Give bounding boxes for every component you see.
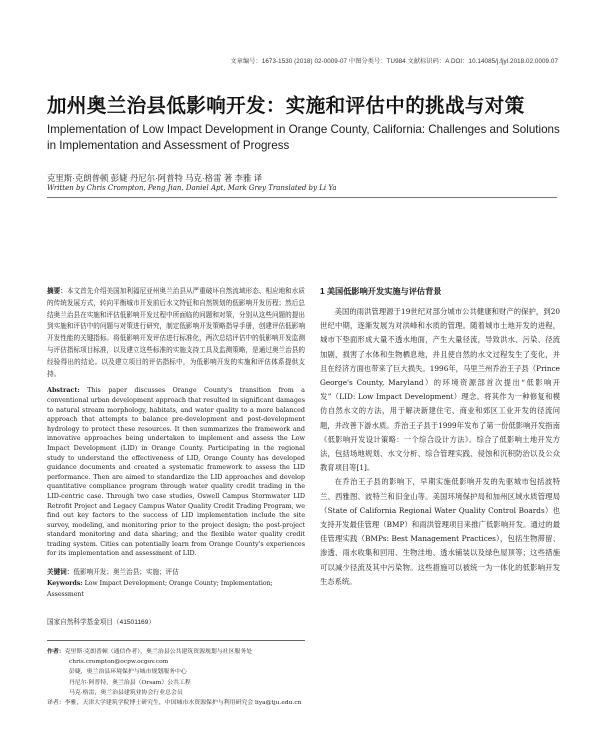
keywords-english: [47, 578, 305, 600]
section-heading: 1 美国低影响开发实施与评估背景: [320, 287, 442, 296]
footnote-line: 马克·格雷，奥兰治县建筑业协会行业总会员: [69, 689, 183, 696]
abstract-english-label: Abstract:: [47, 386, 80, 395]
abstract-chinese-text: 本文首先介绍美国加利福尼亚州奥兰治县从严重破坏自然流域形态、相应地和水质的传统发展方式，转向平衡城市开发前后水文特征和自然规划的低影响开发历程；然后总结奥兰治县在实施和评估低影响开发过程中所面临的问题和对策，分别从这些问题的提出到实施和评估中的问题与对策进行研究，制定低影响开发策略指导手册，创建评估低影响开发性能的关键指标。将低影响开发评估进行标准化，两次总结评估中的低影响开发监测与评估指标项目标准，以及建立这些标准的实施支持工具及监测策略，是通过奥兰治县的经验得出的结论。以及建立项目的评估指标中，为低影响开发的实施和评估体系提供支持。: [47, 287, 306, 378]
footnote-divider: [47, 640, 305, 641]
keywords-english-text: Low Impact Development; Orange County; Implementation; Assessment: [47, 580, 273, 599]
abstract-english-text: This paper discusses Orange County's transition from a conventional urban development approach that resulted in significant damages to natural stream morphology, habitats, and water quality to a more balanced approach that attempts to balance pre-development and post-development hydrology to protect these resources. It then summarizes the framework and innovative approaches being undertaken to implement and assess the Low Impact Development (LID) in Orange County. Participating in the regional study to understand the effectiveness of LID, Orange County has developed guidance documents and created a systematic framework to assess the LID performance. Then are aimed to standardize the LID approaches and develop quantitative compliance program through water quality credit trading in the LID-centric case. Through two case studies, Oswell Campus Stormwater LID Retrofit Project and Legacy Campus Water Quality Credit Trading Program, we find out key factors to the success of LID implementation include the site survey, modeling, and monitoring prior to the project design; the post-project standard monitoring and data sharing; and the flexible water quality credit trading system. Cities can potentially learn from Orange County's experiences for its implementation and assessment of LID.: [47, 386, 305, 558]
body-paragraph: 在乔治王子县的影响下，早期实施低影响开发的先驱城市包括波特兰、西雅图、波特兰和旧金山等。美国环境保护局和加州区域水质管理局（State of California Regional Water Quality Control Boards）也支持开发最佳管理（BMP）和雨洪管理项目来推广低影响开发。通过的最佳管理实践（BMPs: Best Management Practices），包括生物滞留、渗透、雨水收集和回用、生物洼地、透水铺装以及绿色屋顶等；这些措施可以减少径流及其中污染物。这些措施可以被统一为一体化的低影响开发生态系统。: [320, 477, 560, 586]
footnote-line: 彭婕，奥兰治县环境保护与城市规划服务中心: [69, 669, 187, 676]
authors-chinese: 克里斯·克朗普顿 彭婕 丹尼尔·阿普特 马克·格雷 著 李雅 译: [47, 173, 262, 183]
abstract-chinese: [47, 286, 305, 380]
abstract-chinese-label: 摘要：: [47, 288, 67, 295]
author-footnotes: [47, 647, 305, 708]
abstract-english: [47, 386, 305, 559]
left-column: [47, 286, 305, 708]
body-paragraph: 美国的雨洪管理源于19世纪对部分城市公共健康和财产的保护，到20世纪中期，逐渐发展为对洪峰和水质的管理。随着城市土地开发的进程，城市下垫面形成大量不透水地面，产生大量径流，导致洪水、污染、径流加剧，损害了水体和生物栖息地，并且使自然的水文过程发生了变化，并且在经济方面也带来了巨大损失。1996年，马里兰州乔治王子县（Prince George's County, Maryland）的环境资源部首次提出“低影响开发”（LID: Low Impact Development）理念。将其作为一种修复和模仿自然水文的方法，用于解决新建住宅、商业和郊区工业开发的径流问题，并改善下游水质。乔治王子县于1999年发布了第一份低影响开发指南《低影响开发设计策略：一个综合设计方法》。综合了低影响土地开发方法，包括场地规划、水文分析、综合管理实践、侵蚀和沉积防治以及公众教育项目等[1]。: [320, 307, 560, 473]
footnote-email[interactable]: liya@tju.edu.cn: [255, 700, 302, 707]
footnote-line: 克里斯·克朗普顿（通信作者），奥兰治县公共建筑资源规划与社区服务处: [64, 649, 253, 656]
keywords-chinese: [47, 567, 305, 578]
keywords-chinese-text: 低影响开发；奥兰治县；实施；评估: [73, 568, 179, 577]
right-column: [320, 286, 560, 589]
footnote-label: 作者：: [47, 648, 65, 656]
article-metadata: 文章编号：1673-1530 (2018) 02-0009-07 中图分类号：TU984 文献标识码：A DOI：10.14085/j.fjyl.2018.02.0009.07: [230, 58, 558, 65]
page-title-chinese: 加州奥兰治县低影响开发：实施和评估中的挑战与对策: [47, 95, 525, 117]
footnote-line: 丹尼尔·阿普特，奥兰治县（Orsam）公共工程: [69, 679, 191, 686]
footnote-email[interactable]: chris.crompton@ocpw.ocgov.com: [69, 659, 169, 666]
page-title-english: Implementation of Low Impact Development in Orange County, California: Challenges and Solutions in Implementation and Assessment of Progress: [47, 123, 560, 152]
authors-english: Written by Chris Crompton, Peng Jian, Daniel Apt, Mark Grey Translated by Li Ya: [47, 184, 337, 192]
keywords-english-label: Keywords:: [47, 580, 83, 588]
header-divider: [47, 197, 557, 198]
footnote-line: 译者：李雅，天津大学建筑学院博士研究生，中国城市水资源保护与利用研究会: [47, 700, 254, 707]
funding-note: 国家自然科学基金项目（41501169）: [47, 619, 155, 627]
keywords-chinese-label: 关键词：: [47, 569, 74, 577]
